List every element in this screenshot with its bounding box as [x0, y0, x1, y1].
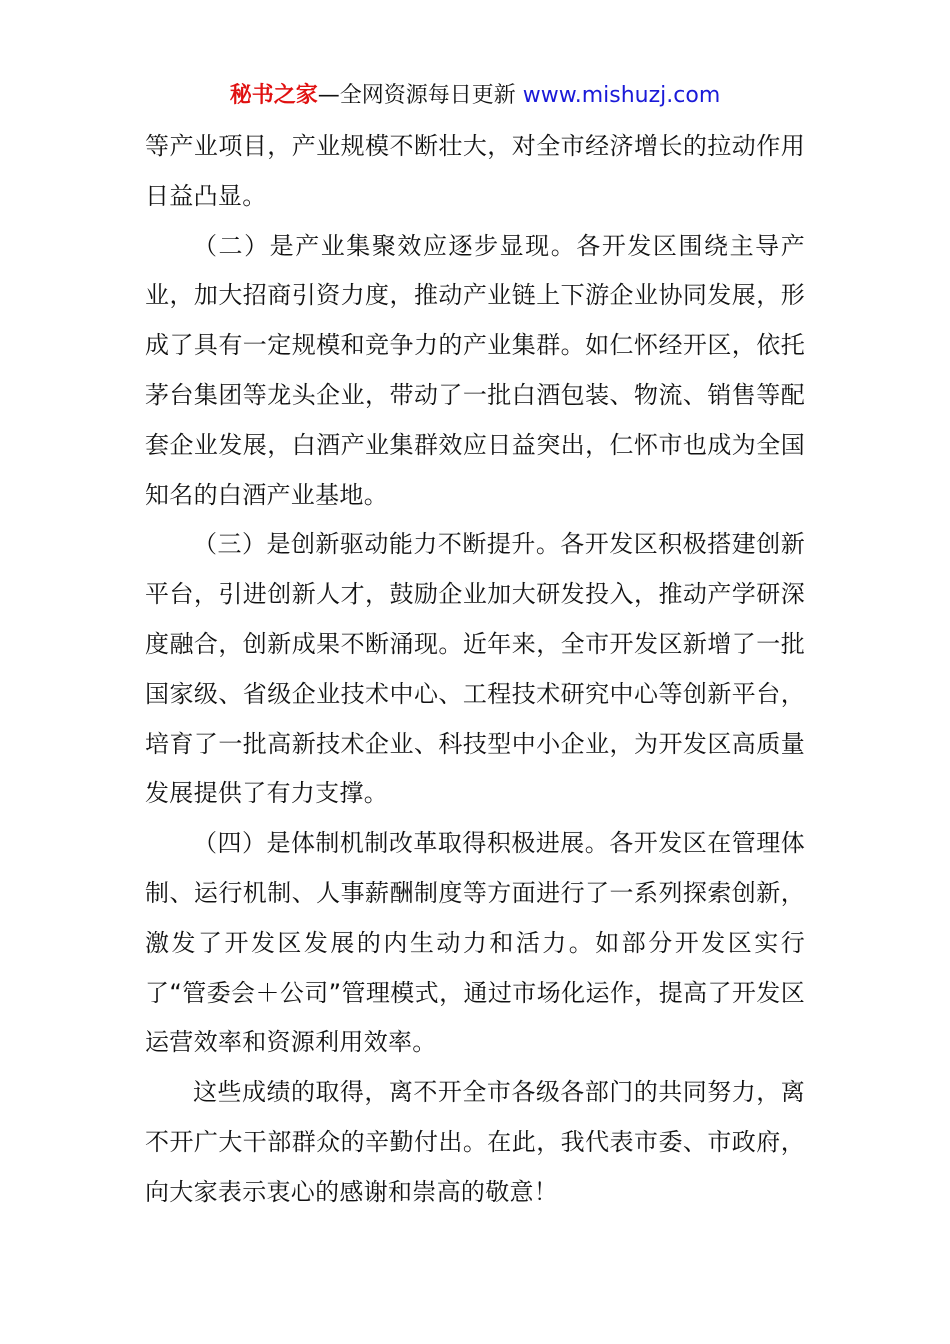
- header-tagline: —全网资源每日更新: [317, 83, 516, 108]
- site-url-link[interactable]: www.mishuzj.com: [522, 83, 721, 108]
- paragraph-continuation: 等产业项目，产业规模不断壮大，对全市经济增长的拉动作用日益凸显。: [145, 132, 805, 210]
- brand-name: 秘书之家: [229, 83, 318, 108]
- paragraph-section-4: （四）是体制机制改革取得积极进展。各开发区在管理体制、运行机制、人事薪酬制度等方面进行了一系列探索创新，激发了开发区发展的内生动力和活力。如部分开发区实行了“管委会＋公司”管理模式，通过市场化运作，提高了开发区运营效率和资源利用效率。: [145, 829, 805, 1057]
- paragraph-section-2: （二）是产业集聚效应逐步显现。各开发区围绕主导产业，加大招商引资力度，推动产业链上下游企业协同发展，形成了具有一定规模和竞争力的产业集群。如仁怀经开区，依托茅台集团等龙头企业，带动了一批白酒包装、物流、销售等配套企业发展，白酒产业集群效应日益突出，仁怀市也成为全国知名的白酒产业基地。: [145, 231, 805, 509]
- paragraph-closing: 这些成绩的取得，离不开全市各级各部门的共同努力，离不开广大干部群众的辛勤付出。在此，我代表市委、市政府，向大家表示衷心的感谢和崇高的敬意！: [145, 1078, 805, 1206]
- paragraph-section-3: （三）是创新驱动能力不断提升。各开发区积极搭建创新平台，引进创新人才，鼓励企业加大研发投入，推动产学研深度融合，创新成果不断涌现。近年来，全市开发区新增了一批国家级、省级企业技术中心、工程技术研究中心等创新平台，培育了一批高新技术企业、科技型中小企业，为开发区高质量发展提供了有力支撑。: [145, 530, 805, 808]
- document-body: [145, 122, 805, 1218]
- site-header: [0, 80, 950, 112]
